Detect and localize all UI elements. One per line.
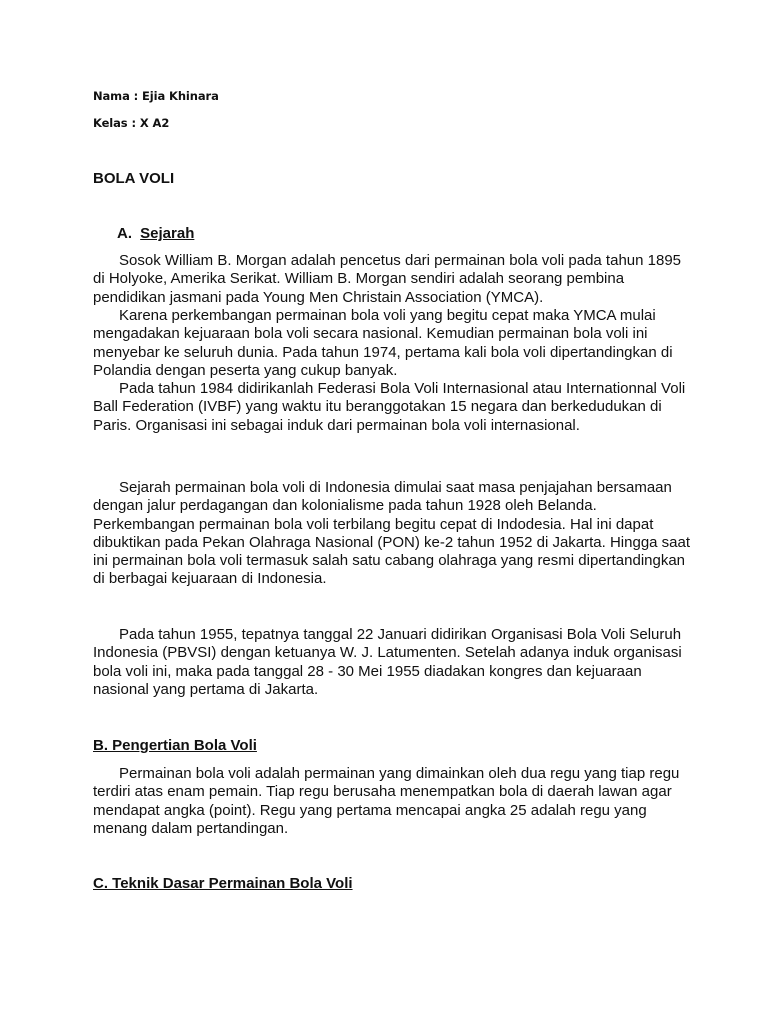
section-c-heading: C. Teknik Dasar Permainan Bola Voli bbox=[93, 875, 353, 892]
student-class: Kelas : X A2 bbox=[93, 116, 170, 130]
section-a-marker: A. bbox=[117, 225, 132, 242]
section-a-paragraph-2: Karena perkembangan permainan bola voli yang begitu cepat maka YMCA mulai mengadakan kejuaraan bola voli secara nasional. Kemudian permainan bola voli ini menyebar ke seluruh dunia. Pada tahun 1974, pertama kali bola voli dipertandingkan di Polandia dengan peserta yang cukup banyak. bbox=[93, 307, 673, 379]
section-a-paragraph-1: Sosok William B. Morgan adalah pencetus dari permainan bola voli pada tahun 1895 di Holyoke, Amerika Serikat. William B. Morgan sendiri adalah seorang pembina pendidikan jasmani pada Young Men Christain Association (YMCA). bbox=[93, 252, 682, 306]
section-a-title: Sejarah bbox=[140, 225, 195, 242]
document-title: BOLA VOLI bbox=[93, 170, 175, 187]
section-a-heading bbox=[117, 225, 194, 242]
section-a-paragraph-5: Pada tahun 1955, tepatnya tanggal 22 Januari didirikan Organisasi Bola Voli Seluruh Indonesia (PBVSI) dengan ketuanya W. J. Latumenten. Setelah adanya induk organisasi bola voli ini, maka pada tanggal 28 - 30 Mei 1955 diadakan kongres dan kejuaraan nasional yang pertama di Jakarta. bbox=[93, 626, 682, 698]
section-b-paragraph-1: Permainan bola voli adalah permainan yang dimainkan oleh dua regu yang tiap regu terdiri atas enam pemain. Tiap regu berusaha menempatkan bola di daerah lawan agar mendapat angka (point). Regu yang pertama mencapai angka 25 adalah regu yang menang dalam pertandingan. bbox=[93, 765, 680, 837]
student-name: Nama : Ejia Khinara bbox=[93, 89, 219, 103]
section-a-paragraph-4: Sejarah permainan bola voli di Indonesia dimulai saat masa penjajahan bersamaan dengan jalur perdagangan dan kolonialisme pada tahun 1928 oleh Belanda. Perkembangan permainan bola voli terbilang begitu cepat di Indodesia. Hal ini dapat dibuktikan pada Pekan Olahraga Nasional (PON) ke-2 tahun 1952 di Jakarta. Hingga saat ini permainan bola voli termasuk salah satu cabang olahraga yang resmi dipertandingkan di berbagai kejuaraan di Indonesia. bbox=[93, 479, 691, 588]
section-b-heading: B. Pengertian Bola Voli bbox=[93, 737, 257, 754]
section-a-paragraph-3: Pada tahun 1984 didirikanlah Federasi Bola Voli Internasional atau Internationnal Voli Ball Federation (IVBF) yang waktu itu beranggotakan 15 negara dan berkedudukan di Paris. Organisasi ini sebagai induk dari permainan bola voli internasional. bbox=[93, 380, 686, 434]
